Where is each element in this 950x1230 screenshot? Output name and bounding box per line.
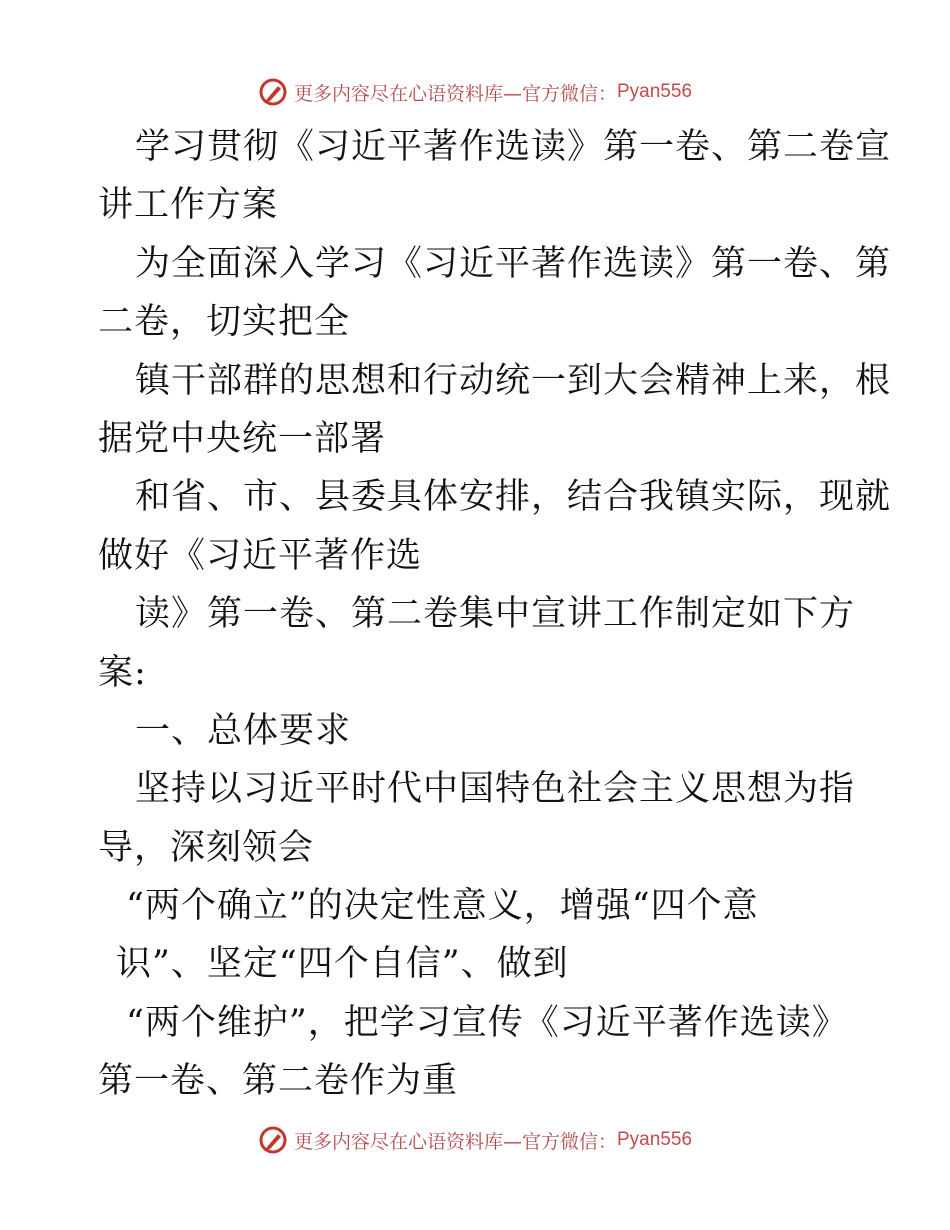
paragraph-line: “两个确立”的决定性意义，增强“四个意 — [126, 886, 759, 927]
paragraph-line: 和省、市、县委具体安排，结合我镇实际，现就 — [135, 477, 892, 518]
paragraph-line: “两个维护”，把学习宣传《习近平著作选读》 — [126, 1002, 848, 1043]
watermark-wechat-id: Pyan556 — [617, 81, 693, 102]
paragraph-line: 案: — [98, 652, 147, 693]
paragraph-line: 第一卷、第二卷作为重 — [98, 1061, 459, 1102]
pen-circle-icon — [258, 1125, 288, 1155]
header-watermark — [0, 72, 950, 112]
paragraph-line: 读》第一卷、第二卷集中宣讲工作制定如下方 — [135, 594, 856, 635]
pen-circle-icon — [258, 77, 288, 107]
doc-title-line-1: 学习贯彻《习近平著作选读》第一卷、第二卷宣 — [135, 127, 892, 167]
watermark-wechat-id: Pyan556 — [617, 1129, 693, 1150]
doc-title-line-2: 讲工作方案 — [98, 185, 279, 226]
paragraph-line: 镇干部群的思想和行动统一到大会精神上来，根 — [135, 360, 892, 401]
section-heading: 一、总体要求 — [135, 710, 352, 751]
paragraph-line: 为全面深入学习《习近平著作选读》第一卷、第 — [135, 243, 892, 284]
watermark-text: 更多内容尽在心语资料库—官方微信： — [293, 82, 617, 105]
document-body — [98, 118, 892, 1111]
paragraph-line: 二卷，切实把全 — [98, 302, 351, 343]
paragraph-line: 导，深刻领会 — [98, 827, 315, 868]
paragraph-line: 做好《习近平著作选 — [98, 535, 423, 576]
paragraph-line: 据党中央统一部署 — [98, 418, 387, 459]
footer-watermark — [0, 1120, 950, 1160]
watermark-text: 更多内容尽在心语资料库—官方微信： — [293, 1130, 617, 1153]
paragraph-line: 坚持以习近平时代中国特色社会主义思想为指 — [135, 769, 856, 810]
paragraph-line: 识”、坚定“四个自信”、做到 — [116, 944, 569, 985]
